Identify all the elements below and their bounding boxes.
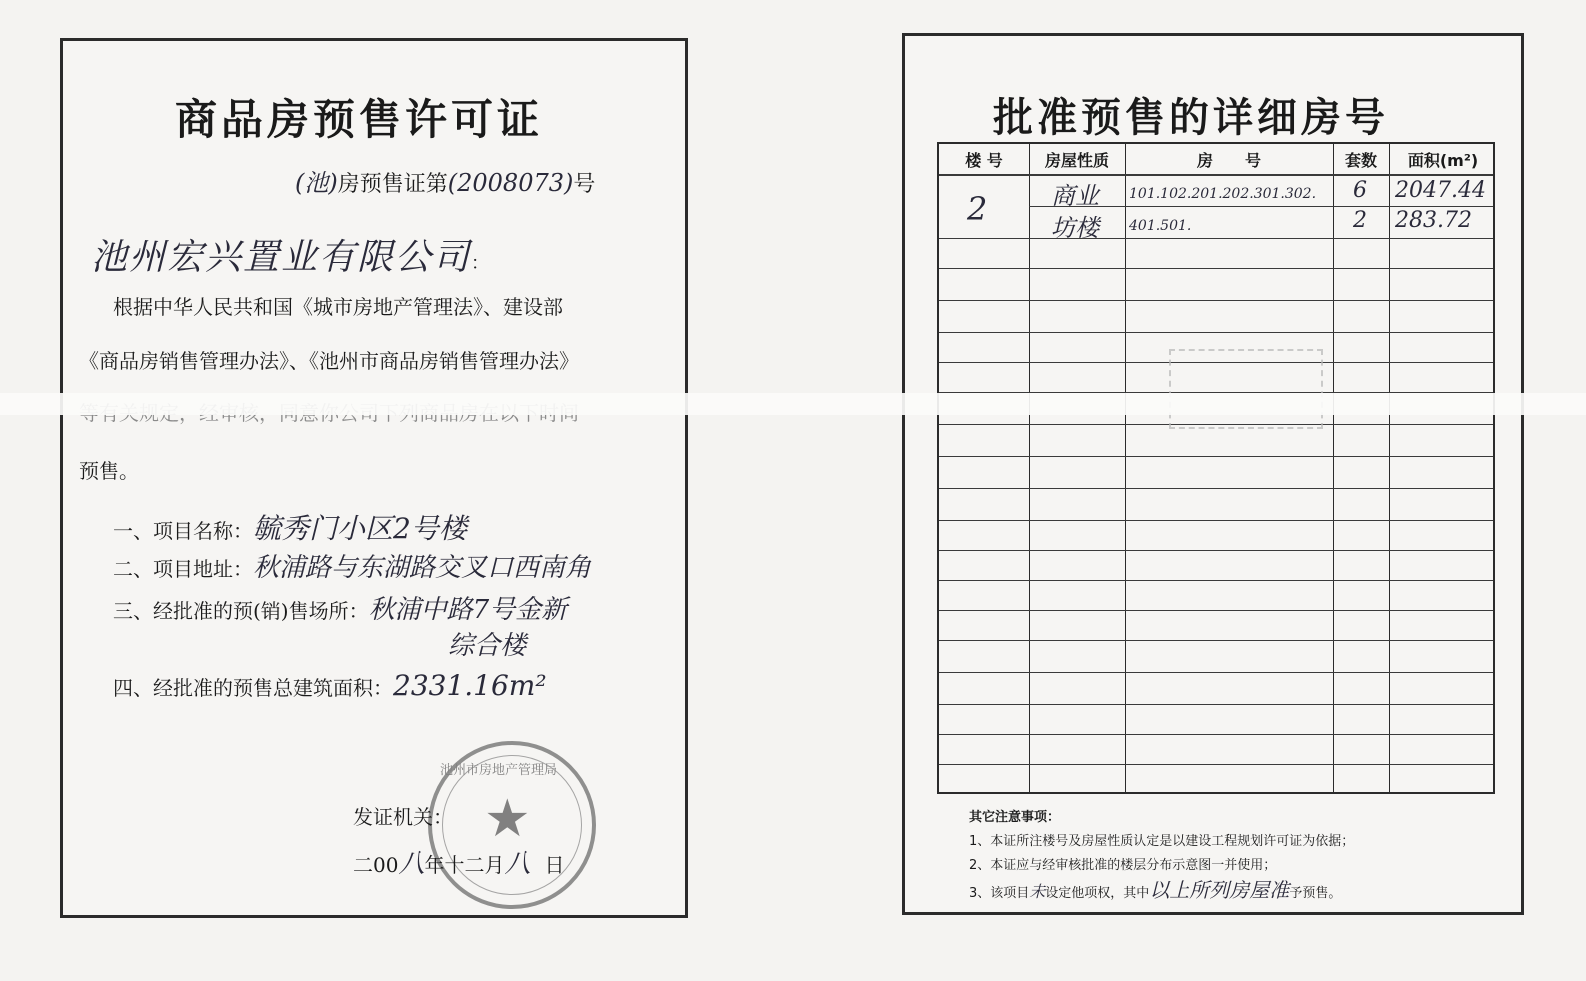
paragraph-line-2: 《商品房销售管理办法》、《池州市商品房销售管理办法》 [79, 349, 579, 373]
faded-stamp [1169, 349, 1323, 429]
room-list-title: 批准预售的详细房号 [993, 95, 1389, 141]
row-2-type: 坊楼 [1051, 214, 1099, 242]
item-1 [113, 507, 467, 547]
paragraph-line-1: 根据中华人民共和国《城市房地产管理法》、建设部 [113, 295, 563, 319]
item-2-label: 二、项目地址： [113, 557, 253, 581]
seal-star-icon: ★ [484, 789, 531, 849]
item-4-label: 四、经批准的预售总建筑面积： [113, 676, 393, 700]
note-2: 2、本证应与经审核批准的楼层分布示意图一并使用； [969, 858, 1277, 873]
official-seal [428, 741, 596, 909]
item-2-value: 秋浦路与东湖路交叉口西南角 [253, 553, 592, 583]
date-mid: 年十二月 [424, 853, 505, 877]
note-1: 1、本证所注楼号及房屋性质认定是以建设工程规划许可证为依据； [969, 834, 1355, 849]
header-area: 面积(m²) [1407, 151, 1479, 170]
cert-suffix: 号 [573, 172, 596, 197]
item-3-label: 三、经批准的预(销)售场所： [113, 599, 369, 623]
date-suffix: 日 [544, 853, 565, 877]
item-3-value-line1: 秋浦中路7号金新 [368, 595, 568, 625]
item-3-value-line2: 综合楼 [448, 631, 527, 661]
note-3-middle: 设定他项权，其中 [1045, 886, 1150, 901]
row-1-rooms: 101.102.201.202.301.302. [1129, 186, 1317, 202]
seal-text: 池州市房地产管理局 [440, 763, 558, 778]
row-1-type: 商业 [1051, 182, 1099, 210]
paper-fold-crease [0, 393, 1586, 415]
presale-permit-panel [60, 38, 688, 918]
company-name: 池州宏兴置业有限公司 [91, 237, 472, 278]
row-1-count: 6 [1353, 178, 1367, 203]
header-building: 楼 号 [965, 151, 1003, 170]
item-2 [113, 547, 591, 584]
item-1-value: 毓秀门小区2号楼 [253, 512, 467, 545]
header-rooms: 房 号 [1196, 151, 1261, 170]
cert-number: (2008073) [447, 169, 574, 197]
room-list-panel [902, 33, 1524, 915]
row-2-count: 2 [1353, 208, 1367, 233]
permit-number-line [295, 163, 595, 198]
date-prefix: 二00 [353, 853, 399, 877]
room-table [937, 142, 1495, 794]
row-2-rooms: 401.501. [1129, 218, 1192, 234]
note-3-hand-2: 以上所列房屋准 [1149, 878, 1290, 902]
permit-title: 商品房预售许可证 [175, 95, 544, 144]
note-3-hand-1: 未 [1029, 882, 1046, 901]
company-line [91, 229, 489, 280]
cert-middle: 房预售证第 [337, 172, 448, 197]
company-colon: ： [471, 253, 490, 274]
note-3 [969, 874, 1341, 903]
item-4-value: 2331.16m² [393, 669, 547, 702]
note-3-suffix: 予预售。 [1289, 886, 1342, 901]
row-1-area: 2047.44 [1395, 178, 1486, 203]
header-count: 套数 [1344, 151, 1377, 170]
paragraph-line-4: 预售。 [79, 459, 139, 483]
note-3-prefix: 3、该项目 [969, 886, 1030, 901]
item-4 [113, 669, 547, 702]
item-1-label: 一、项目名称： [113, 519, 253, 543]
date-year-hand: 八 [398, 849, 425, 879]
row-2-area: 283.72 [1395, 208, 1472, 233]
header-type: 房屋性质 [1044, 151, 1109, 170]
cert-prefix: (池) [295, 169, 338, 197]
issuer-label: 发证机关： [353, 805, 453, 829]
notes-title: 其它注意事项： [969, 810, 1061, 825]
item-3 [113, 589, 567, 626]
building-number: 2 [967, 190, 988, 228]
issue-date [353, 843, 564, 880]
date-day-hand: 八 [504, 849, 531, 879]
